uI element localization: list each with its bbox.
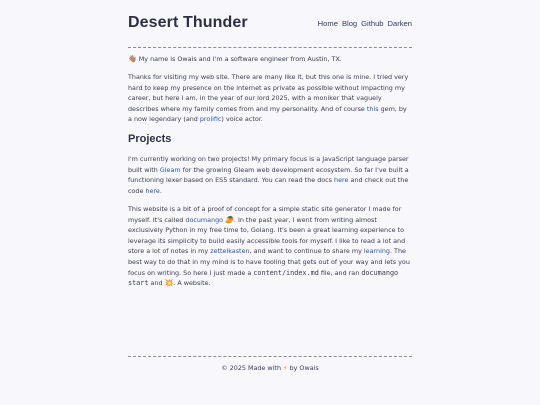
- intro-text: My name is Owais and I'm a software engineer from Austin, TX.: [138, 55, 342, 63]
- projects-text-1: I'm currently working on two projects! My primary focus is a JavaScript language parser built with: [128, 155, 409, 174]
- lightning-icon: ⚡: [283, 364, 288, 372]
- projects-paragraph-1: [128, 154, 410, 196]
- this-gem-link[interactable]: this: [366, 104, 379, 113]
- site-title[interactable]: Desert Thunder: [128, 14, 248, 31]
- projects-text-3: and check out the code: [128, 176, 409, 195]
- gleam-link[interactable]: Gleam: [159, 165, 181, 174]
- documango-link[interactable]: documango: [185, 215, 224, 224]
- start-command-code: documango start: [128, 268, 399, 288]
- documango-text-1: This website is a bit of a proof of concept for a simple static site generator I made for myself. It's called: [128, 204, 402, 224]
- nav-github-link[interactable]: Github: [361, 19, 384, 28]
- about-text-3: ) voice actor.: [221, 115, 263, 124]
- nav-darken-toggle[interactable]: Darken: [387, 19, 412, 28]
- projects-text-2: for the growing Gleam web development ecosystem. So far I've built a functioning lexer based on ES5 standard. You can read the docs: [128, 165, 409, 185]
- nav-blog-link[interactable]: Blog: [341, 19, 358, 28]
- about-paragraph: [128, 72, 410, 125]
- footer-text-2: by Owais: [287, 364, 319, 372]
- main-content: [128, 54, 410, 296]
- documango-text-5: file, and ran: [318, 268, 362, 277]
- footer: [128, 364, 412, 372]
- prolific-link[interactable]: prolific: [199, 115, 222, 124]
- footer-text-1: © 2025 Made with: [221, 364, 284, 372]
- documango-text-4: . The best way to do that in my mind is to have tooling that gets out of your way and lets you focus on writing. So here I just made a: [128, 247, 410, 277]
- about-text-2: gem, by a now legendary (and: [128, 104, 407, 124]
- nav-home-link[interactable]: Home: [317, 19, 338, 28]
- documango-text-6: and: [148, 279, 165, 288]
- learning-link[interactable]: learning: [363, 247, 390, 256]
- zettelkasten-link[interactable]: zettelkasten: [210, 247, 250, 256]
- about-text-1: Thanks for visiting my web site. There are many like it, but this one is mine. I tried very hard to keep my presence on the internet as private as possible without impacting my career, but here I am, in the year of our lord 2025, with a moniker that vaguely describes where my family comes from and my personality. And of course: [128, 73, 409, 113]
- documango-text-7: . A website.: [173, 279, 211, 288]
- projects-text-4: .: [159, 186, 162, 195]
- footer-divider: [128, 356, 412, 357]
- intro-paragraph: [128, 54, 410, 65]
- explosion-icon: 💥: [164, 279, 174, 288]
- docs-here-link[interactable]: here: [334, 176, 349, 185]
- index-file-code: content/index.md: [253, 268, 319, 277]
- code-here-link[interactable]: here: [145, 186, 160, 195]
- header-divider: [128, 47, 412, 48]
- documango-text-2: . In the past year, I went from writing almost exclusively Python in my free time to, Golang. It's been a great learning experience to leverage its simplicity to build easily accessible tools for myself. I like to read a lot and store a lot of notes in my: [128, 215, 406, 256]
- mango-icon: 🥭: [225, 215, 234, 224]
- top-nav: [318, 19, 412, 28]
- waving-hand-icon: 👋🏽: [128, 55, 137, 63]
- projects-paragraph-2: [128, 204, 410, 289]
- projects-heading: Projects: [128, 133, 172, 146]
- documango-text-3: , and want to continue to share my: [249, 247, 364, 256]
